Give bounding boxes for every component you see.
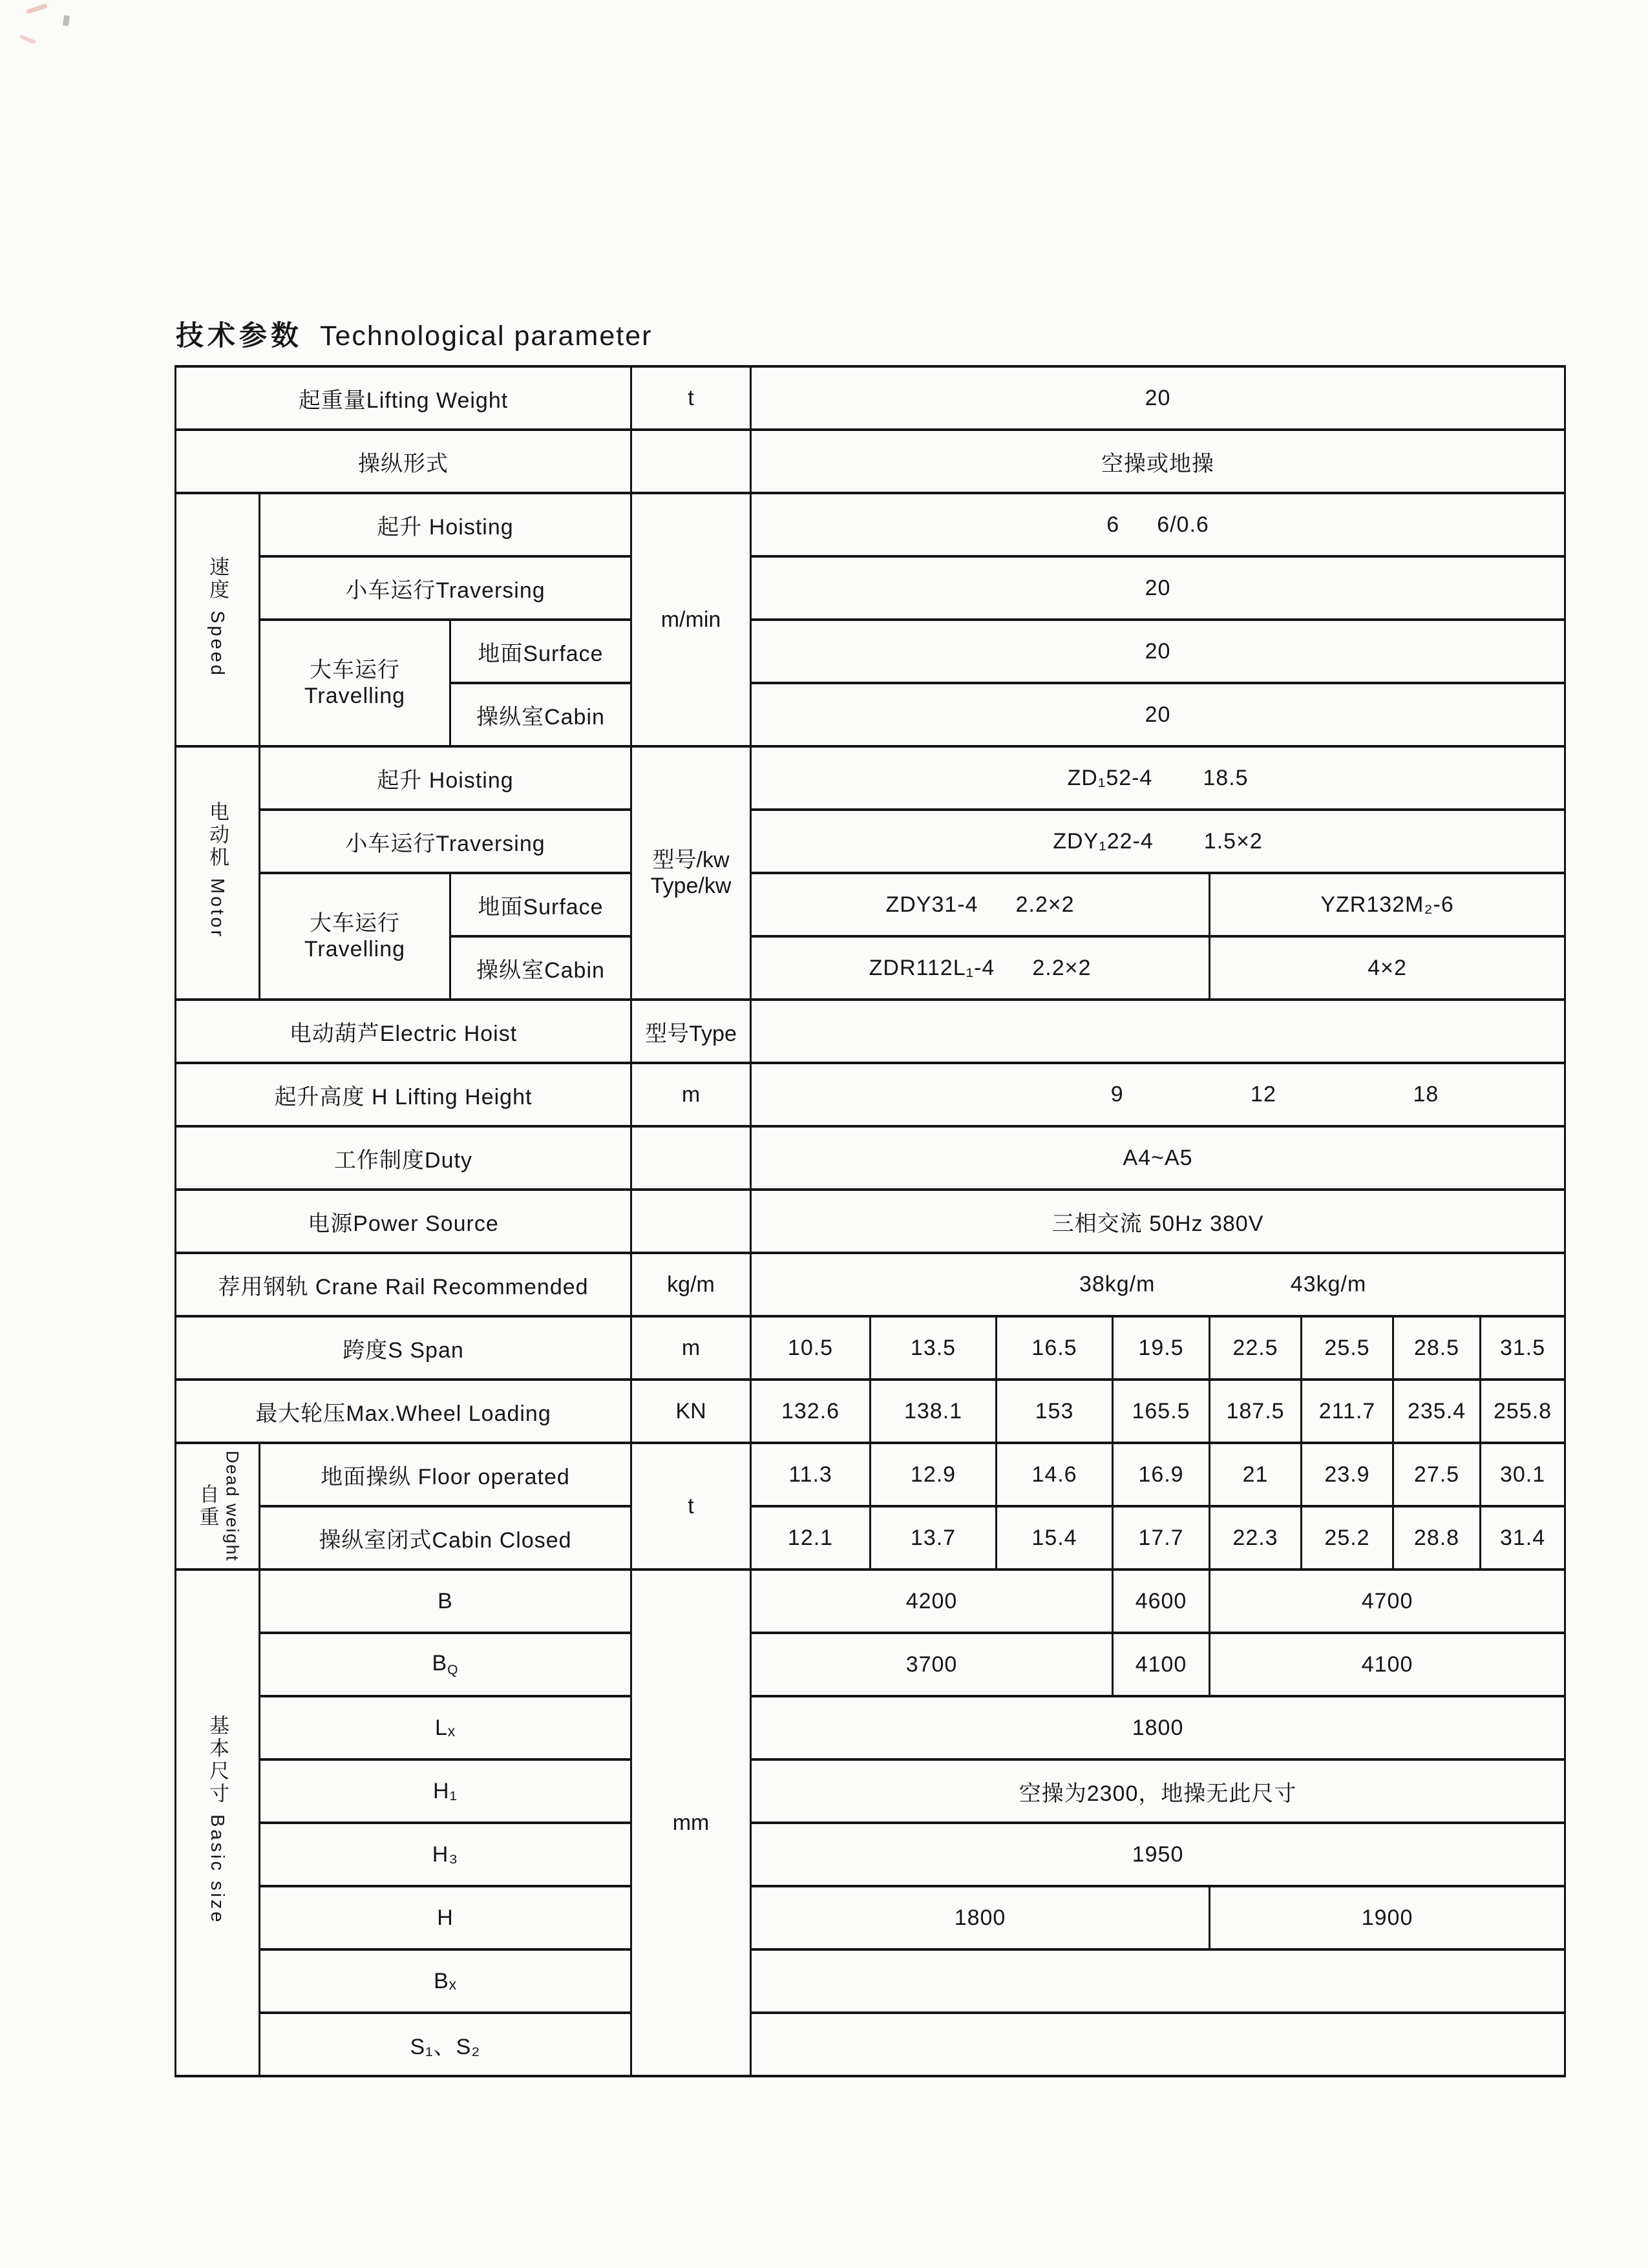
dead-weight-floor-value: 14.6 <box>997 1443 1113 1506</box>
span-value: 10.5 <box>751 1316 871 1380</box>
dead-weight-floor-value: 23.9 <box>1302 1443 1393 1506</box>
page-title <box>176 314 652 353</box>
table-row <box>176 556 1565 620</box>
dim-b-label: B <box>260 1570 631 1633</box>
table-row <box>176 1126 1565 1190</box>
speed-cabin-value: 20 <box>751 683 1565 746</box>
motor-traversing-value: ZDY₁22-4 1.5×2 <box>751 810 1565 873</box>
electric-hoist-value <box>751 1000 1565 1063</box>
dead-weight-floor-value: 30.1 <box>1481 1443 1565 1506</box>
duty-value: A4~A5 <box>751 1126 1565 1190</box>
dim-s1s2-value <box>751 2013 1565 2076</box>
dead-weight-floor-value: 12.9 <box>871 1443 997 1506</box>
speed-traversing-label: 小车运行Traversing <box>260 556 631 620</box>
dead-weight-cabin-value: 17.7 <box>1113 1506 1210 1570</box>
table-row <box>176 1570 1565 1633</box>
dim-h-label: H <box>260 1886 631 1949</box>
lifting-height-values: 9 12 18 <box>751 1063 1565 1126</box>
dead-weight-floor-value: 21 <box>1210 1443 1302 1506</box>
dim-bx-label: Bₓ <box>260 1949 631 2013</box>
scan-artifact <box>19 34 36 44</box>
table-row <box>176 1063 1565 1126</box>
motor-group-vertical-label: 电动机Motor <box>206 801 229 940</box>
dead-weight-floor-value: 27.5 <box>1393 1443 1481 1506</box>
table-row <box>176 1886 1565 1949</box>
basic-size-group-vertical-label: 基本尺寸Basic size <box>206 1715 229 1925</box>
dim-bq-value: 4100 <box>1113 1633 1210 1696</box>
table-row <box>176 430 1565 493</box>
wheel-loading-label: 最大轮压Max.Wheel Loading <box>176 1380 631 1443</box>
table-row <box>176 1949 1565 2013</box>
motor-cabin-value-right: 4×2 <box>1210 936 1565 1000</box>
motor-cabin-value-left: ZDR112L₁-4 2.2×2 <box>751 936 1210 1000</box>
dead-weight-floor-value: 11.3 <box>751 1443 871 1506</box>
power-source-label: 电源Power Source <box>176 1190 631 1253</box>
wheel-loading-value: 187.5 <box>1210 1380 1302 1443</box>
crane-rail-values: 38kg/m 43kg/m <box>751 1253 1565 1316</box>
table-row <box>176 1443 1565 1506</box>
wheel-loading-value: 211.7 <box>1302 1380 1393 1443</box>
wheel-loading-value: 132.6 <box>751 1380 871 1443</box>
motor-group-header <box>176 746 260 1000</box>
table-row <box>176 493 1565 556</box>
table-row <box>176 873 1565 936</box>
wheel-loading-value: 235.4 <box>1393 1380 1481 1443</box>
motor-unit: 型号/kw Type/kw <box>631 746 751 1000</box>
dim-bx-value <box>751 1949 1565 2013</box>
dead-weight-floor-value: 16.9 <box>1113 1443 1210 1506</box>
basic-size-group-header <box>176 1570 260 2076</box>
table-row <box>176 1253 1565 1316</box>
motor-hoisting-value: ZD₁52-4 18.5 <box>751 746 1565 810</box>
dim-h-value: 1800 <box>751 1886 1210 1949</box>
crane-rail-label: 荐用钢轨 Crane Rail Recommended <box>176 1253 631 1316</box>
table-row <box>176 1380 1565 1443</box>
table-row <box>176 2013 1565 2076</box>
dead-weight-unit: t <box>631 1443 751 1570</box>
power-source-value: 三相交流 50Hz 380V <box>751 1190 1565 1253</box>
control-mode-label: 操纵形式 <box>176 430 631 493</box>
wheel-loading-value: 138.1 <box>871 1380 997 1443</box>
speed-surface-label: 地面Surface <box>450 620 631 683</box>
speed-surface-value: 20 <box>751 620 1565 683</box>
dim-h3-label: H₃ <box>260 1823 631 1886</box>
duty-unit <box>631 1126 751 1190</box>
dim-b-value: 4700 <box>1210 1570 1565 1633</box>
dead-weight-group-vertical-label: 自重 Dead weight <box>196 1450 242 1562</box>
span-value: 19.5 <box>1113 1316 1210 1380</box>
dim-b-value: 4200 <box>751 1570 1113 1633</box>
dim-h1-label: H₁ <box>260 1759 631 1823</box>
motor-cabin-label: 操纵室Cabin <box>450 936 631 1000</box>
crane-rail-unit: kg/m <box>631 1253 751 1316</box>
motor-surface-value-left: ZDY31-4 2.2×2 <box>751 873 1210 936</box>
dim-b-value: 4600 <box>1113 1570 1210 1633</box>
motor-travelling-label: 大车运行 Travelling <box>260 873 450 1000</box>
wheel-loading-value: 255.8 <box>1481 1380 1565 1443</box>
dim-s1s2-label: S₁、S₂ <box>260 2013 631 2076</box>
page-title-cjk: 技术参数 <box>176 320 302 352</box>
scan-artifact <box>63 15 70 26</box>
speed-group-vertical-label: 速度Speed <box>206 556 229 678</box>
wheel-loading-value: 165.5 <box>1113 1380 1210 1443</box>
table-row <box>176 1696 1565 1759</box>
dim-h-value: 1900 <box>1210 1886 1565 1949</box>
scan-artifact <box>26 3 48 14</box>
span-unit: m <box>631 1316 751 1380</box>
table-row <box>176 1506 1565 1570</box>
table-row <box>176 1000 1565 1063</box>
control-mode-value: 空操或地操 <box>751 430 1565 493</box>
duty-label: 工作制度Duty <box>176 1126 631 1190</box>
dead-weight-cabin-value: 15.4 <box>997 1506 1113 1570</box>
lifting-weight-value: 20 <box>751 366 1565 430</box>
dead-weight-group-header <box>176 1443 260 1570</box>
span-label: 跨度S Span <box>176 1316 631 1380</box>
speed-hoisting-value: 6 6/0.6 <box>751 493 1565 556</box>
span-value: 16.5 <box>997 1316 1113 1380</box>
electric-hoist-label: 电动葫芦Electric Hoist <box>176 1000 631 1063</box>
span-value: 31.5 <box>1481 1316 1565 1380</box>
wheel-loading-value: 153 <box>997 1380 1113 1443</box>
dim-bq-label: $B_Q$ <box>260 1633 631 1696</box>
table-row <box>176 1823 1565 1886</box>
basic-size-unit: mm <box>631 1570 751 2076</box>
motor-surface-label: 地面Surface <box>450 873 631 936</box>
table-row <box>176 620 1565 683</box>
dead-weight-cabin-value: 13.7 <box>871 1506 997 1570</box>
span-value: 28.5 <box>1393 1316 1481 1380</box>
dead-weight-cabin-value: 28.8 <box>1393 1506 1481 1570</box>
dead-weight-cabin-value: 25.2 <box>1302 1506 1393 1570</box>
lifting-weight-unit: t <box>631 366 751 430</box>
dead-weight-cabin-value: 12.1 <box>751 1506 871 1570</box>
span-value: 13.5 <box>871 1316 997 1380</box>
speed-traversing-value: 20 <box>751 556 1565 620</box>
table-row <box>176 1759 1565 1823</box>
lifting-weight-label: 起重量Lifting Weight <box>176 366 631 430</box>
dead-weight-cabin-value: 22.3 <box>1210 1506 1302 1570</box>
motor-traversing-label: 小车运行Traversing <box>260 810 631 873</box>
technological-parameter-table <box>174 365 1566 2077</box>
span-value: 25.5 <box>1302 1316 1393 1380</box>
dim-bq-value: 3700 <box>751 1633 1113 1696</box>
dim-h1-value: 空操为2300，地操无此尺寸 <box>751 1759 1565 1823</box>
motor-hoisting-label: 起升 Hoisting <box>260 746 631 810</box>
lifting-height-label: 起升高度 H Lifting Height <box>176 1063 631 1126</box>
dim-lx-value: 1800 <box>751 1696 1565 1759</box>
dead-weight-cabin-value: 31.4 <box>1481 1506 1565 1570</box>
dim-h3-value: 1950 <box>751 1823 1565 1886</box>
speed-group-header <box>176 493 260 746</box>
dead-weight-floor-label: 地面操纵 Floor operated <box>260 1443 631 1506</box>
speed-cabin-label: 操纵室Cabin <box>450 683 631 746</box>
wheel-loading-unit: KN <box>631 1380 751 1443</box>
table-row <box>176 1316 1565 1380</box>
speed-hoisting-label: 起升 Hoisting <box>260 493 631 556</box>
power-source-unit <box>631 1190 751 1253</box>
dead-weight-cabin-label: 操纵室闭式Cabin Closed <box>260 1506 631 1570</box>
span-value: 22.5 <box>1210 1316 1302 1380</box>
page-title-en: Technological parameter <box>319 320 653 352</box>
table-row <box>176 1633 1565 1696</box>
table-row <box>176 1190 1565 1253</box>
dim-lx-label: Lₓ <box>260 1696 631 1759</box>
speed-travelling-label: 大车运行 Travelling <box>260 620 450 746</box>
table-row <box>176 746 1565 810</box>
speed-unit: m/min <box>631 493 751 746</box>
table-row <box>176 366 1565 430</box>
electric-hoist-unit: 型号Type <box>631 1000 751 1063</box>
control-mode-unit <box>631 430 751 493</box>
table-row <box>176 810 1565 873</box>
dim-bq-value: 4100 <box>1210 1633 1565 1696</box>
motor-surface-value-right: YZR132M₂-6 <box>1210 873 1565 936</box>
lifting-height-unit: m <box>631 1063 751 1126</box>
